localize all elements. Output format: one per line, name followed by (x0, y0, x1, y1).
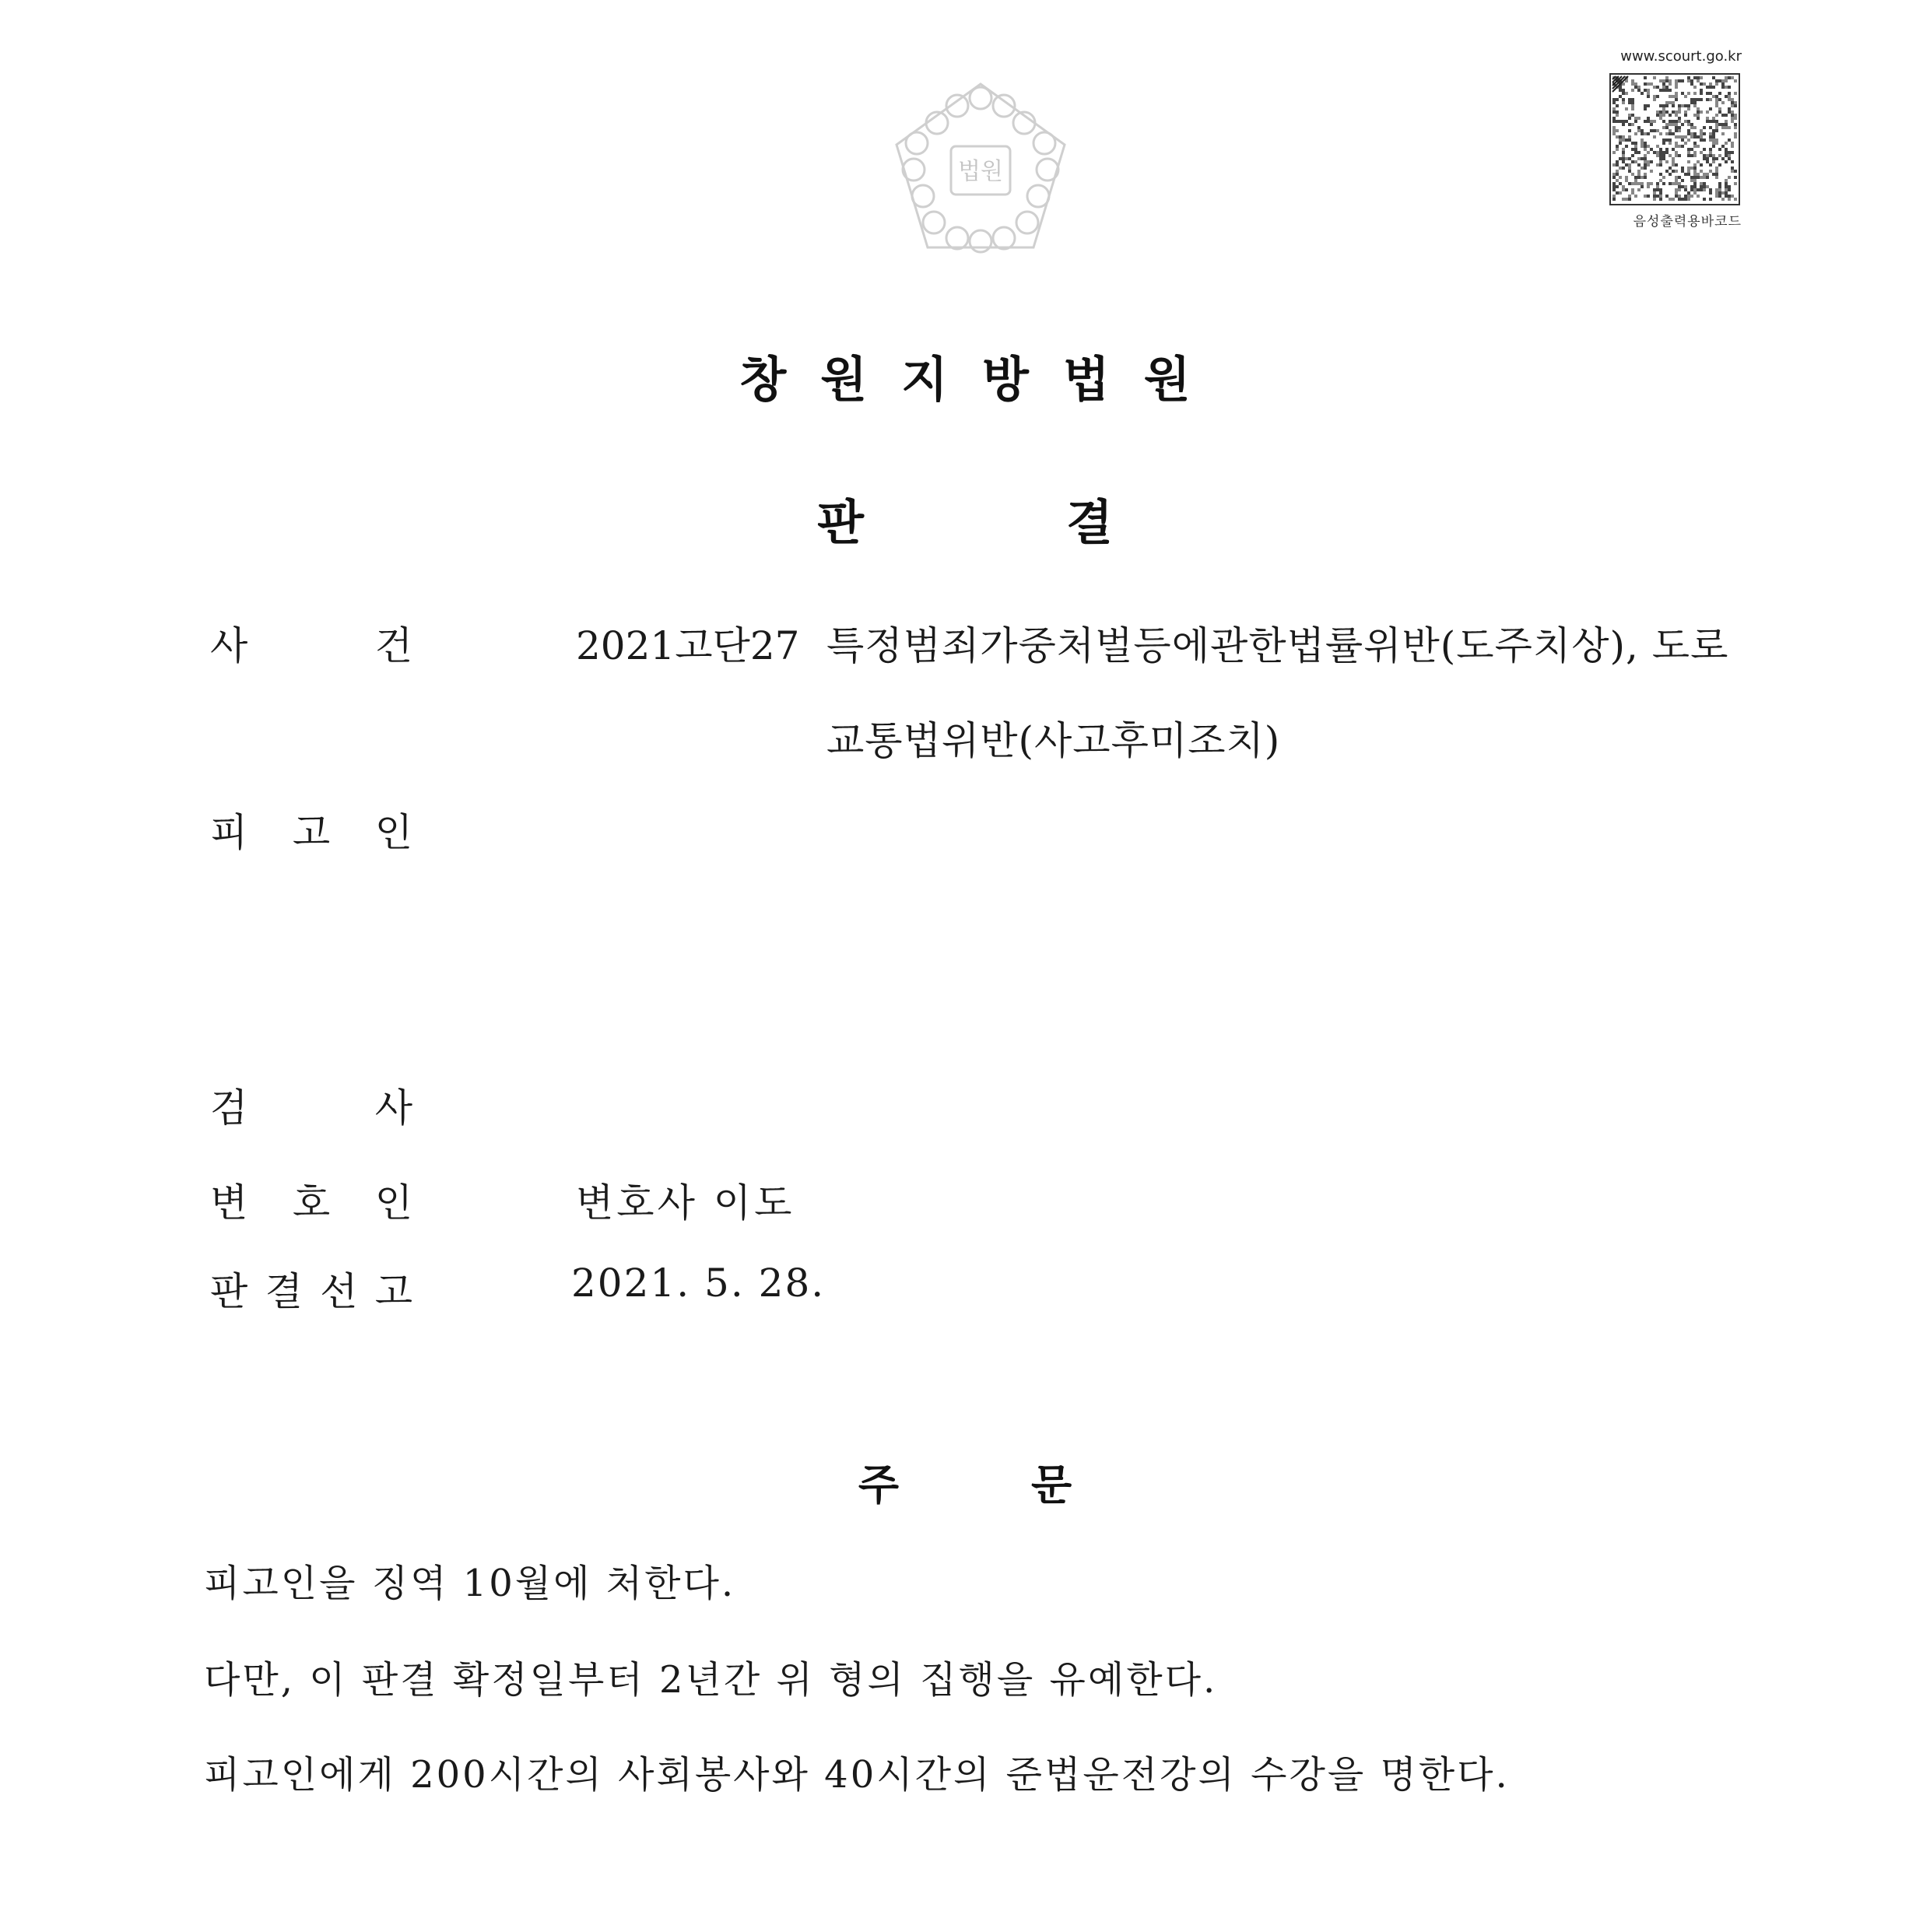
order-title-char-2: 문 (1031, 1460, 1072, 1509)
defendant-label-char: 고 (292, 810, 331, 855)
order-title (0, 1452, 1930, 1512)
defendant-label-char: 피 (210, 810, 248, 855)
document-title-char-2: 결 (1066, 494, 1113, 551)
case-label-char: 건 (374, 623, 412, 668)
counsel-value: 변호사 이도 (576, 1180, 795, 1225)
barcode-caption: 음성출력용바코드 (1633, 214, 1742, 230)
court-seal-icon (887, 78, 1074, 257)
case-name-line-2: 교통법위반(사고후미조치) (826, 718, 1281, 763)
counsel-label-char: 호 (292, 1180, 331, 1225)
document-title (0, 484, 1930, 553)
case-label-char: 사 (210, 623, 248, 668)
prosecutor-label (210, 1077, 412, 1133)
order-line: 피고인을 징역 10월에 처한다. (204, 1562, 736, 1605)
judgment-date-value: 2021. 5. 28. (571, 1261, 826, 1306)
counsel-label-char: 변 (210, 1180, 248, 1225)
defendant-label-char: 인 (374, 810, 412, 855)
date-label-char: 고 (374, 1269, 412, 1314)
court-name: 창원지방법원 (739, 351, 1225, 408)
prosecutor-label-char: 사 (374, 1085, 412, 1131)
svg-text:법원: 법원 (958, 158, 1003, 185)
order-title-char-1: 주 (858, 1460, 899, 1509)
qr-code-icon (1609, 73, 1740, 205)
date-label-char: 결 (265, 1269, 303, 1314)
date-label-char: 판 (210, 1269, 248, 1314)
document-title-char-1: 판 (817, 494, 864, 551)
counsel-label-char: 인 (374, 1180, 412, 1225)
prosecutor-label-char: 검 (210, 1085, 248, 1131)
order-line: 다만, 이 판결 확정일부터 2년간 위 형의 집행을 유예한다. (204, 1658, 1218, 1702)
order-line: 피고인에게 200시간의 사회봉사와 40시간의 준법운전강의 수강을 명한다. (204, 1753, 1510, 1797)
date-label-char: 선 (320, 1269, 358, 1314)
counsel-label (210, 1172, 412, 1228)
barcode-url: www.scourt.go.kr (1620, 48, 1742, 65)
defendant-label (210, 801, 412, 857)
judgment-date-label (210, 1261, 412, 1317)
case-name-line-1: 특정범죄가중처벌등에관한법률위반(도주치상), 도로 (826, 623, 1729, 668)
case-label (210, 615, 412, 671)
case-number: 2021고단27 (576, 623, 800, 668)
